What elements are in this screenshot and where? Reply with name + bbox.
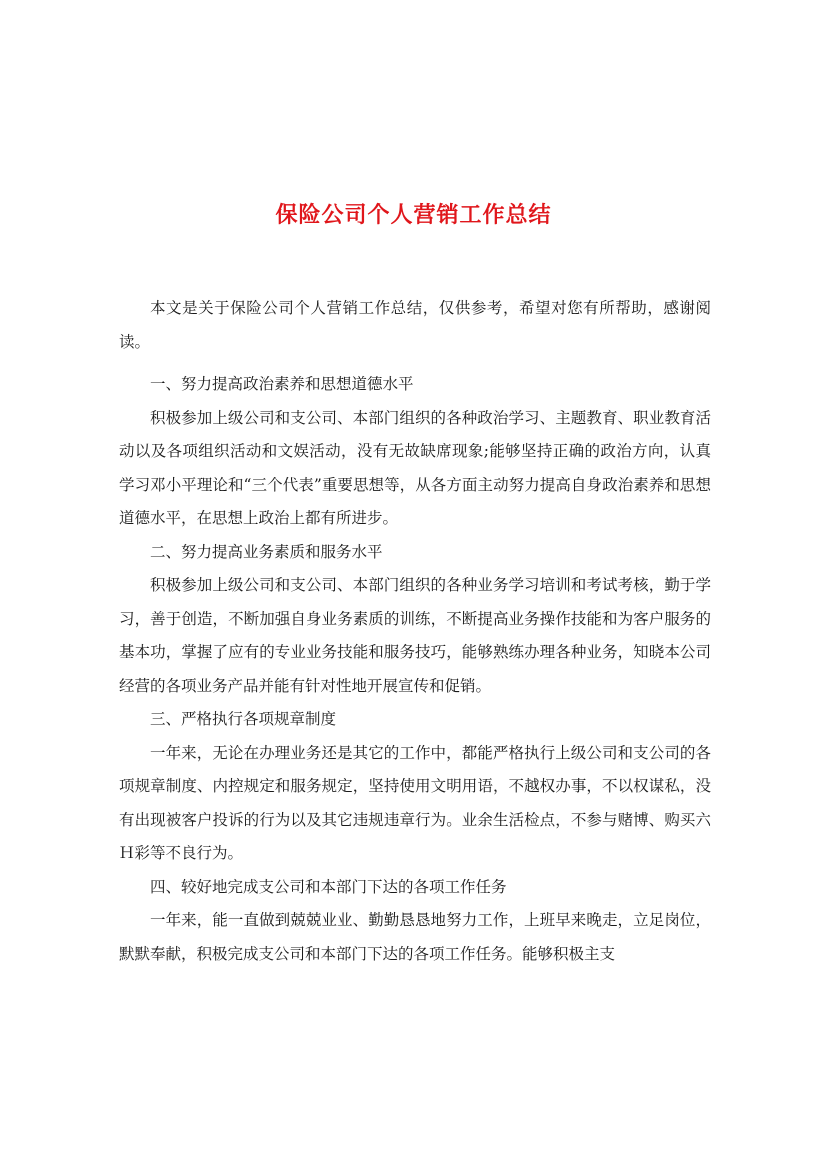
section-body-4: 一年来，能一直做到兢兢业业、勤勤恳恳地努力工作，上班早来晚走，立足岗位，默默奉献，积极完成支公司和本部门下达的各项工作任务。能够积极主支 (119, 911, 711, 963)
section-body-1: 积极参加上级公司和支公司、本部门组织的各种政治学习、主题教育、职业教育活动以及各项组织活动和文娱活动，没有无故缺席现象;能够坚持正确的政治方向，认真学习邓小平理论和“三个代表”重要思想等，从各方面主动努力提高自身政治素养和思想道德水平，在思想上政治上都有所进步。 (119, 408, 711, 527)
section-body-2: 积极参加上级公司和支公司、本部门组织的各种业务学习培训和考试考核，勤于学习，善于创造，不断加强自身业务素质的训练，不断提高业务操作技能和为客户服务的基本功，掌握了应有的专业业务技能和服务技巧，能够熟练办理各种业务，知晓本公司经营的各项业务产品并能有针对性地开展宣传和促销。 (119, 576, 711, 695)
section-heading-3: 三、严格执行各项规章制度 (150, 710, 337, 728)
section-body-3: 一年来，无论在办理业务还是其它的工作中，都能严格执行上级公司和支公司的各项规章制度、内控规定和服务规定，坚持使用文明用语，不越权办事，不以权谋私，没有出现被客户投诉的行为以及其它违规违章行为。业余生活检点，不参与赌博、购买六Ｈ彩等不良行为。 (119, 743, 711, 862)
document-body (119, 292, 711, 971)
intro-paragraph: 本文是关于保险公司个人营销工作总结，仅供参考，希望对您有所帮助，感谢阅读。 (119, 299, 711, 351)
section-heading-1: 一、努力提高政治素养和思想道德水平 (150, 375, 414, 393)
section-heading-2: 二、努力提高业务素质和服务水平 (150, 542, 383, 561)
section-heading-4: 四、较好地完成支公司和本部门下达的各项工作任务 (150, 877, 507, 896)
document-title: 保险公司个人营销工作总结 (275, 202, 552, 228)
